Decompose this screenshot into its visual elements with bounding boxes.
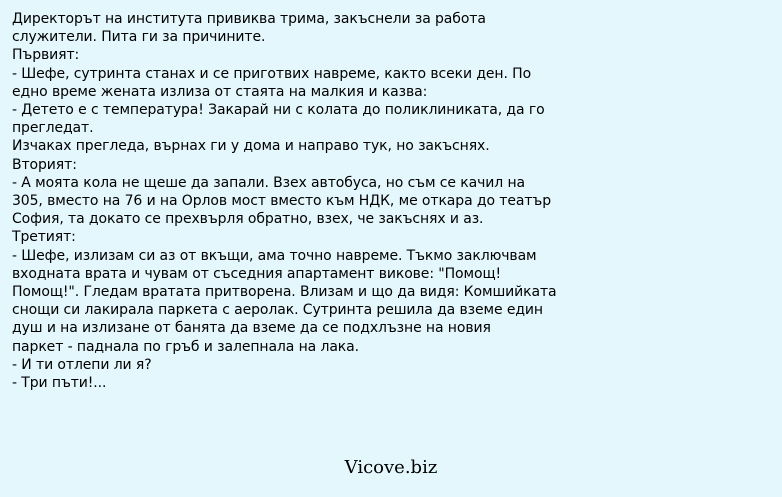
joke-line: - Детето е с температура! Закарай ни с колата до поликлиниката, да го <box>12 102 545 119</box>
joke-line: Третият: <box>12 229 76 246</box>
joke-line: Вторият: <box>12 156 77 173</box>
joke-line: Първият: <box>12 47 80 64</box>
joke-line: снощи си лакирала паркета с аеролак. Сутринта решила да вземе един <box>12 302 543 319</box>
joke-line: паркет - паднала по гръб и залепнала на лака. <box>12 338 359 355</box>
joke-line: София, та докато се прехвърля обратно, взех, че закъснях и аз. <box>12 211 484 228</box>
joke-line: - А моята кола не щеше да запали. Взех автобуса, но съм се качил на <box>12 174 525 191</box>
joke-line: едно време жената излиза от стаята на малкия и казва: <box>12 83 428 100</box>
joke-line: 305, вместо на 76 и на Орлов мост вместо към НДК, ме откара до театър <box>12 193 551 210</box>
site-watermark: Vicove.biz <box>344 457 438 478</box>
joke-text <box>12 10 777 392</box>
joke-line: Изчаках прегледа, върнах ги у дома и направо тук, но закъснях. <box>12 138 490 155</box>
joke-line: - Шефе, сутринта станах и се приготвих навреме, както всеки ден. По <box>12 65 532 82</box>
joke-line: - Три пъти!... <box>12 375 107 392</box>
joke-line: служители. Пита ги за причините. <box>12 29 266 46</box>
joke-line: - Шефе, излизам си аз от вкъщи, ама точно навреме. Тъкмо заключвам <box>12 247 537 264</box>
joke-line: душ и на излизане от банята да вземе да се подхлъзне на новия <box>12 320 491 337</box>
joke-line: прегледат. <box>12 120 94 137</box>
joke-line: Директорът на института привиква трима, закъснели за работа <box>12 11 486 27</box>
joke-line: входната врата и чувам от съседния апартамент викове: "Помощ! <box>12 265 502 282</box>
joke-line: - И ти отлепи ли я? <box>12 356 152 373</box>
joke-line: Помощ!". Гледам вратата притворена. Влизам и що да видя: Комшийката <box>12 284 557 301</box>
